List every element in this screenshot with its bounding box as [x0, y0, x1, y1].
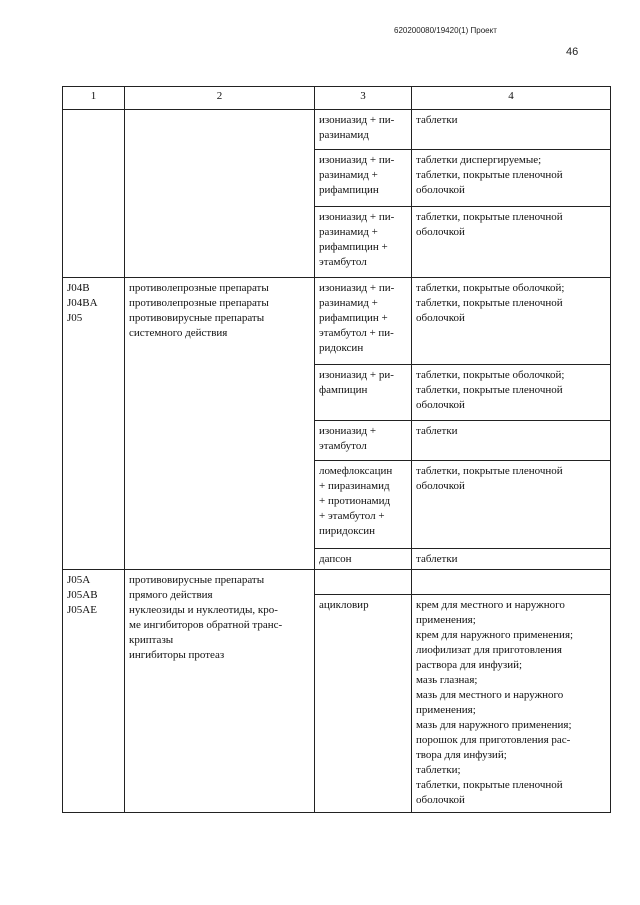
- drug-name-cell: изониазид + пи- разинамид + рифампицин: [315, 150, 412, 207]
- atc-code-cell: J05A J05AB J05AE: [63, 570, 125, 813]
- column-header: 3: [315, 87, 412, 110]
- table-row: [63, 570, 611, 595]
- group-name-cell: [125, 110, 315, 278]
- dosage-form-cell: таблетки, покрытые пленочной оболочкой: [412, 461, 611, 549]
- drug-name-cell: изониазид + пи- разинамид: [315, 110, 412, 150]
- drug-name-cell: изониазид + пи- разинамид + рифампицин + этамбутол: [315, 207, 412, 278]
- table-row: [63, 110, 611, 150]
- drug-name-cell: дапсон: [315, 549, 412, 570]
- dosage-form-cell: таблетки, покрытые оболочкой; таблетки, покрытые пленочной оболочкой: [412, 365, 611, 421]
- dosage-form-cell: таблетки, покрытые пленочной оболочкой: [412, 207, 611, 278]
- page-number: 46: [566, 46, 579, 58]
- drug-name-cell: ацикловир: [315, 595, 412, 813]
- dosage-form-cell: таблетки, покрытые оболочкой; таблетки, покрытые пленочной оболочкой: [412, 278, 611, 365]
- table-header-row: [63, 87, 611, 110]
- drug-name-cell: изониазид + ри- фампицин: [315, 365, 412, 421]
- dosage-form-cell: таблетки: [412, 110, 611, 150]
- drug-name-cell: изониазид + пи- разинамид + рифампицин + этамбутол + пи- ридоксин: [315, 278, 412, 365]
- drug-table: [62, 86, 611, 813]
- group-name-cell: противолепрозные препараты противолепрозные препараты противовирусные препараты системного действия: [125, 278, 315, 570]
- drug-name-cell: изониазид + этамбутол: [315, 421, 412, 461]
- dosage-form-cell: таблетки диспергируемые; таблетки, покрытые пленочной оболочкой: [412, 150, 611, 207]
- column-header: 4: [412, 87, 611, 110]
- group-name-cell: противовирусные препараты прямого действия нуклеозиды и нуклеотиды, кро- ме ингибиторов обратной транс- криптазы ингибиторы протеаз: [125, 570, 315, 813]
- dosage-form-cell: таблетки: [412, 421, 611, 461]
- dosage-form-cell: таблетки: [412, 549, 611, 570]
- table-row: [63, 278, 611, 365]
- column-header: 2: [125, 87, 315, 110]
- dosage-form-cell: [412, 570, 611, 595]
- column-header: 1: [63, 87, 125, 110]
- atc-code-cell: J04B J04BA J05: [63, 278, 125, 570]
- drug-name-cell: [315, 570, 412, 595]
- dosage-form-cell: крем для местного и наружного применения; крем для наружного применения; лиофилизат для приготовления раствора для инфузий; мазь глазная; мазь для местного и наружного применения; мазь для наружного применения; порошок для приготовления рас- твора для инфузий; таблетки; таблетки, покрытые пленочной оболочкой: [412, 595, 611, 813]
- atc-code-cell: [63, 110, 125, 278]
- drug-name-cell: ломефлоксацин + пиразинамид + протионамид + этамбутол + пиридоксин: [315, 461, 412, 549]
- document-id: 620200080/19420(1) Проект: [394, 26, 497, 35]
